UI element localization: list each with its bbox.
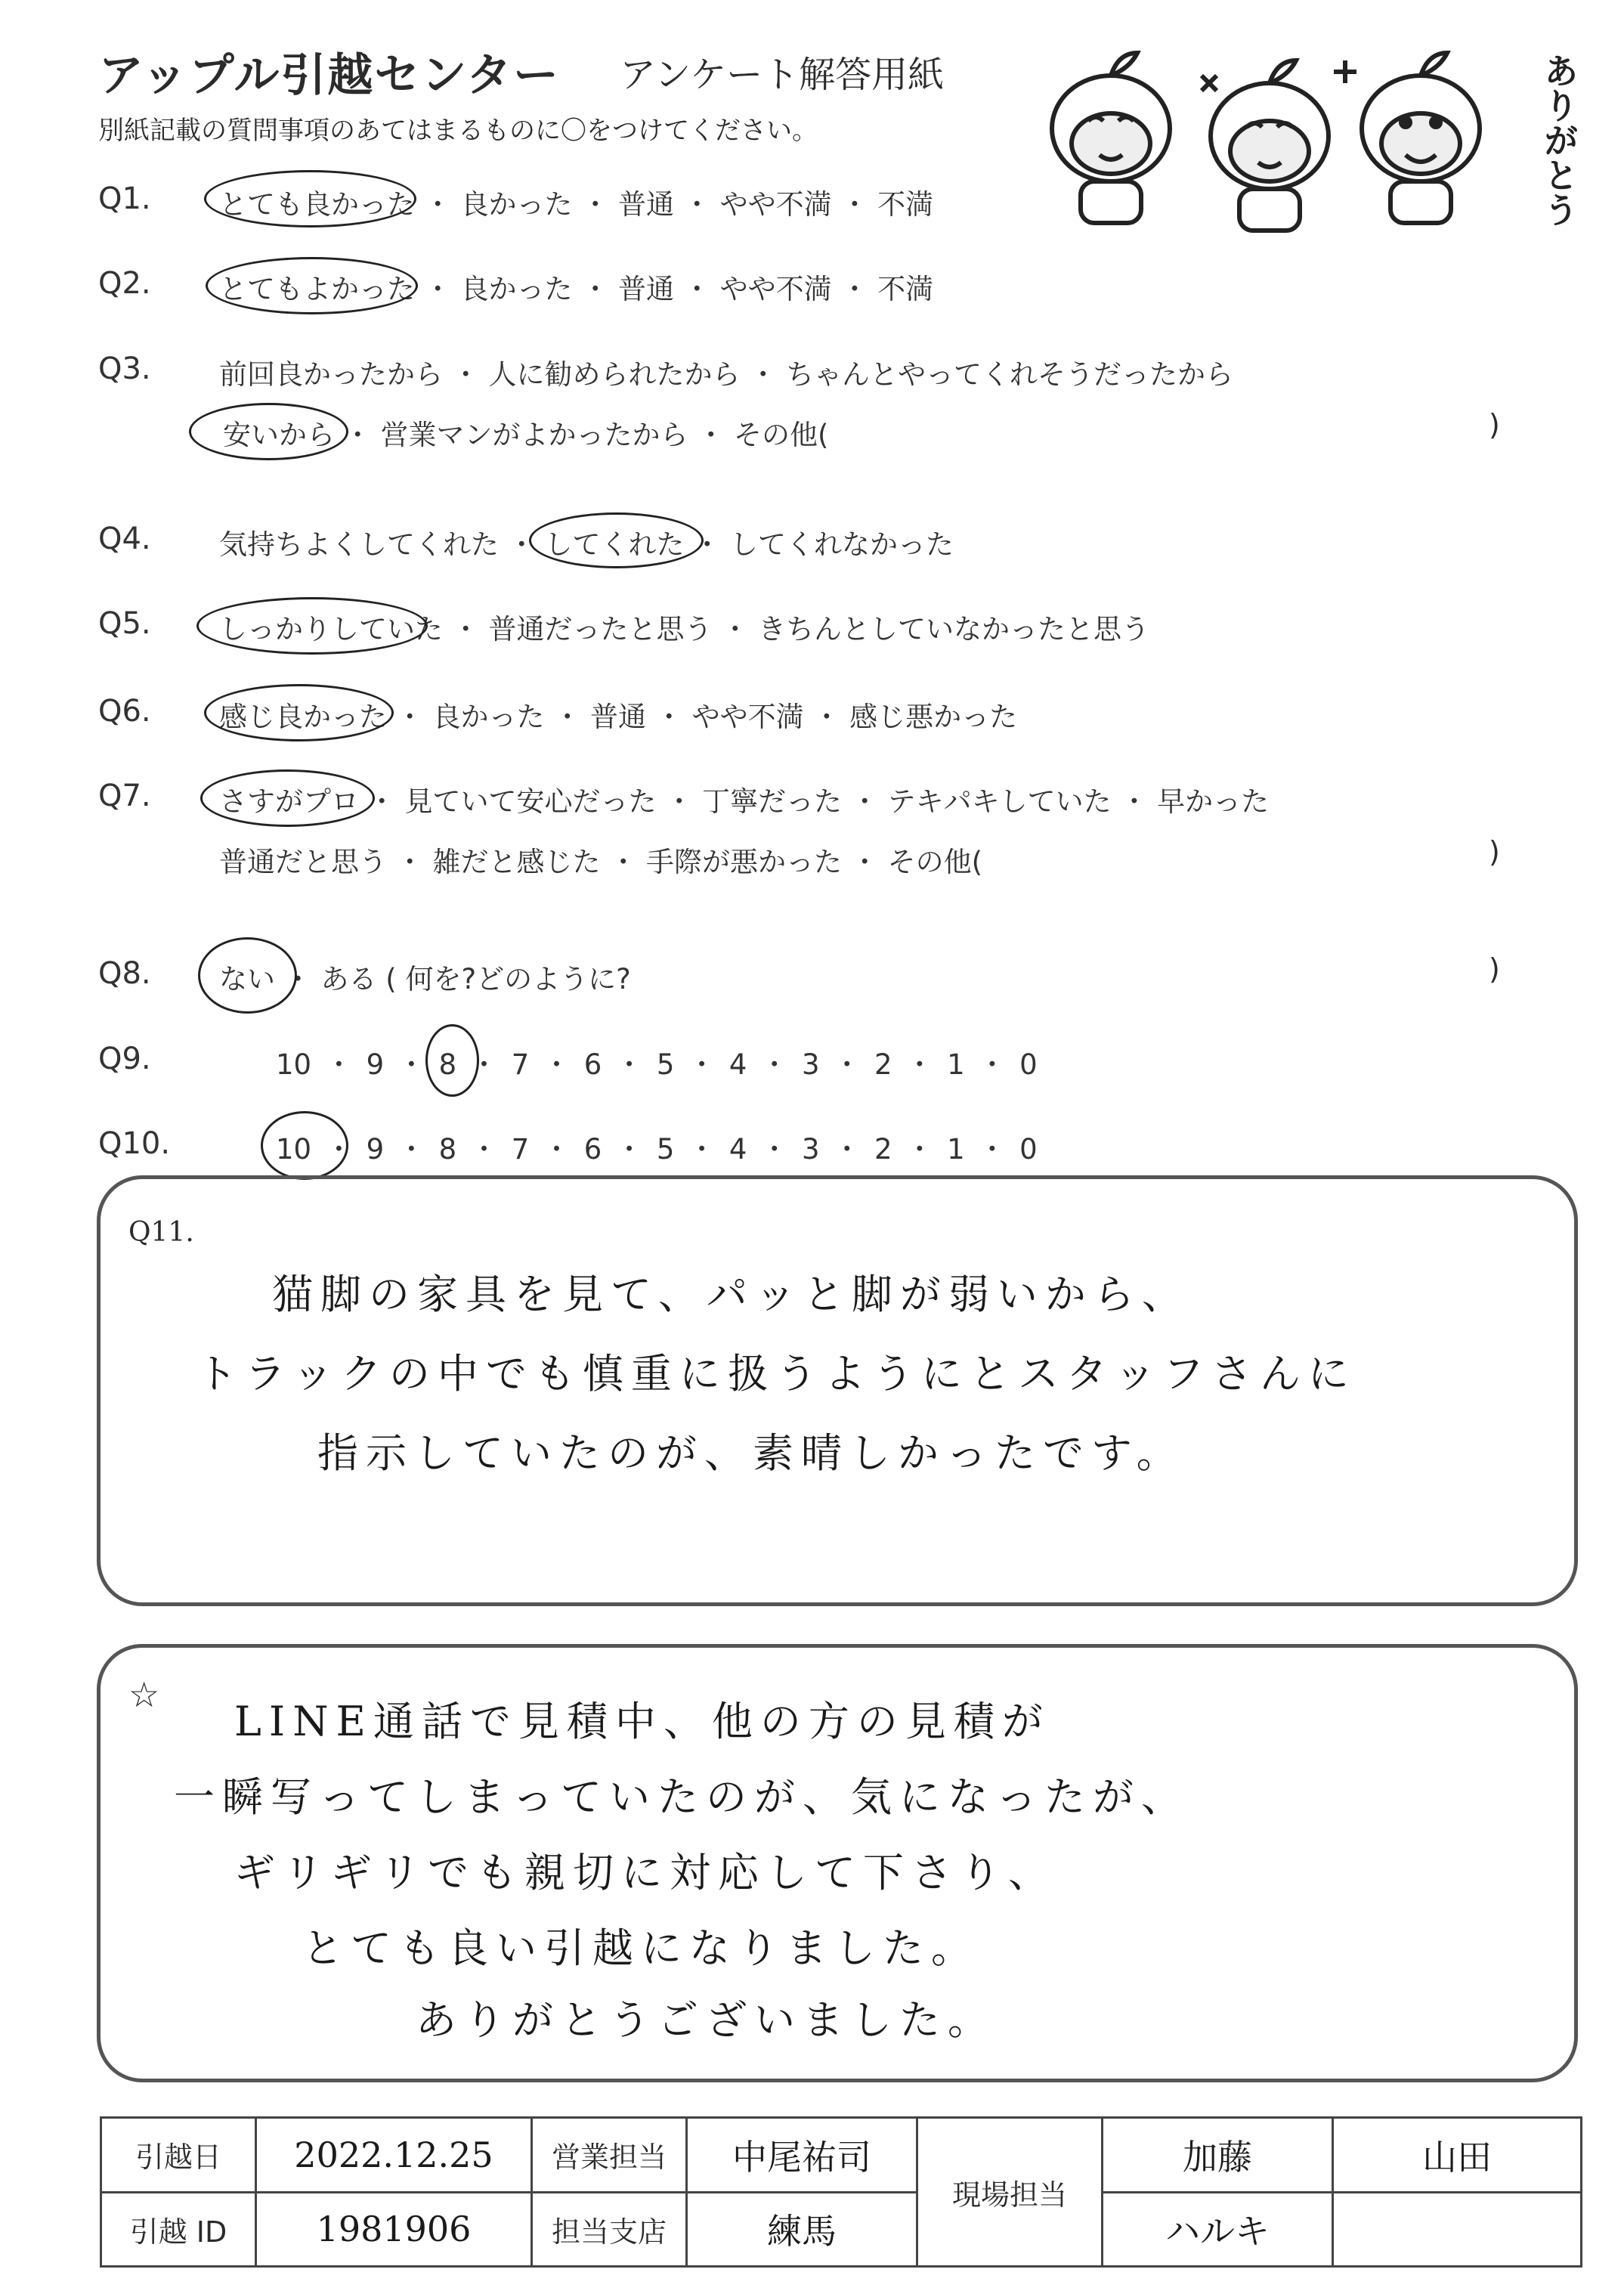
- site-staff-3: ハルキ: [1103, 2192, 1333, 2267]
- star-icon: ☆: [128, 1674, 160, 1715]
- q4-answer-circle: [529, 512, 704, 568]
- q11-handwritten-line-2: トラックの中でも慎重に扱うようにとスタッフさんに: [196, 1350, 1356, 1398]
- q2-answer-circle: [206, 257, 418, 314]
- move-date-label: 引越日: [101, 2118, 256, 2193]
- q11-handwritten-line-1: 猫脚の家具を見て、パッと脚が弱いから、: [272, 1271, 1190, 1318]
- move-id-value: 1981906: [256, 2192, 532, 2267]
- thanks-vertical-text: ありがとう: [1539, 53, 1579, 227]
- q3-label: Q3.: [98, 351, 151, 386]
- q11-handwritten-line-3: 指示していたのが、素晴しかったです。: [317, 1429, 1185, 1477]
- site-staff-4: [1333, 2192, 1582, 2267]
- q7-options-line1: さすがプロ ・ 見ていて安心だった ・ 丁寧だった ・ テキパキしていた ・ 早かった: [219, 785, 1270, 818]
- branch-value: 練馬: [687, 2192, 917, 2267]
- move-id-label: 引越 ID: [101, 2192, 256, 2267]
- q1-label: Q1.: [98, 181, 151, 216]
- q9-scale: 10 ・ 9 ・ 8 ・ 7 ・ 6 ・ 5 ・ 4 ・ 3 ・ 2 ・ 1 ・ 0: [276, 1048, 1038, 1081]
- q10-answer-circle: [261, 1111, 348, 1180]
- form-title: アップル引越センター: [98, 49, 560, 102]
- form-subtitle: アンケート解答用紙: [620, 54, 945, 96]
- move-date-value: 2022.12.25: [256, 2118, 532, 2193]
- q5-label: Q5.: [98, 606, 151, 641]
- star-handwritten-line-1: LINE通話で見積中、他の方の見積が: [234, 1698, 1050, 1745]
- q7-other-close-paren: ): [1489, 835, 1500, 868]
- q5-answer-circle: [196, 597, 428, 655]
- move-info-table: [100, 2116, 1582, 2268]
- star-handwritten-line-3: ギリギリでも親切に対応して下さり、: [234, 1849, 1056, 1896]
- q6-options: 感じ良かった ・ 良かった ・ 普通 ・ やや不満 ・ 感じ悪かった: [219, 701, 1018, 733]
- q6-label: Q6.: [98, 694, 151, 729]
- q3-options-line2: 安いから ・ 営業マンがよかったから ・ その他(: [223, 419, 829, 451]
- q10-scale: 10 ・ 9 ・ 8 ・ 7 ・ 6 ・ 5 ・ 4 ・ 3 ・ 2 ・ 1 ・ 0: [276, 1133, 1038, 1166]
- star-handwritten-line-4: とても良い引越になりました。: [302, 1924, 979, 1972]
- q2-label: Q2.: [98, 266, 151, 301]
- q7-answer-circle: [200, 769, 375, 827]
- q6-answer-circle: [204, 684, 394, 741]
- q2-options: とてもよかった ・ 良かった ・ 普通 ・ やや不満 ・ 不満: [219, 273, 934, 305]
- q3-other-close-paren: ): [1489, 408, 1500, 441]
- site-staff-label: 現場担当: [917, 2118, 1103, 2267]
- q10-label: Q10.: [98, 1126, 171, 1161]
- q8-label: Q8.: [98, 956, 151, 991]
- q9-answer-circle: [425, 1024, 479, 1097]
- q1-options: とても良かった ・ 良かった ・ 普通 ・ やや不満 ・ 不満: [219, 188, 934, 221]
- q8-close-paren: ): [1489, 952, 1500, 986]
- q1-answer-circle: [204, 170, 416, 228]
- q9-label: Q9.: [98, 1042, 151, 1076]
- branch-label: 担当支店: [532, 2192, 687, 2267]
- mascot-illustration: [1028, 30, 1511, 234]
- sales-staff-label: 営業担当: [532, 2118, 687, 2193]
- instruction-text: 別紙記載の質問事項のあてはまるものに〇をつけてください。: [98, 116, 818, 146]
- q4-label: Q4.: [98, 522, 151, 556]
- q7-options-line2: 普通だと思う ・ 雑だと感じた ・ 手際が悪かった ・ その他(: [219, 846, 983, 878]
- sales-staff-value: 中尾祐司: [687, 2118, 917, 2193]
- q8-answer-circle: [198, 937, 297, 1014]
- q8-options: ない ・ ある ( 何を?どのように?: [219, 963, 631, 995]
- star-handwritten-line-2: 一瞬写ってしまっていたのが、気になったが、: [174, 1773, 1189, 1821]
- q3-options-line1: 前回良かったから ・ 人に勧められたから ・ ちゃんとやってくれそうだったから: [219, 358, 1234, 391]
- site-staff-2: 山田: [1333, 2118, 1582, 2193]
- q3-answer-circle: [189, 403, 348, 460]
- q11-label: Q11.: [128, 1217, 194, 1248]
- q7-label: Q7.: [98, 779, 151, 813]
- star-handwritten-line-5: ありがとうございました。: [416, 1996, 996, 2044]
- q4-options: 気持ちよくしてくれた ・ してくれた ・ してくれなかった: [219, 528, 954, 561]
- site-staff-1: 加藤: [1103, 2118, 1333, 2193]
- q5-options: しっかりしていた ・ 普通だったと思う ・ きちんとしていなかったと思う: [219, 613, 1150, 645]
